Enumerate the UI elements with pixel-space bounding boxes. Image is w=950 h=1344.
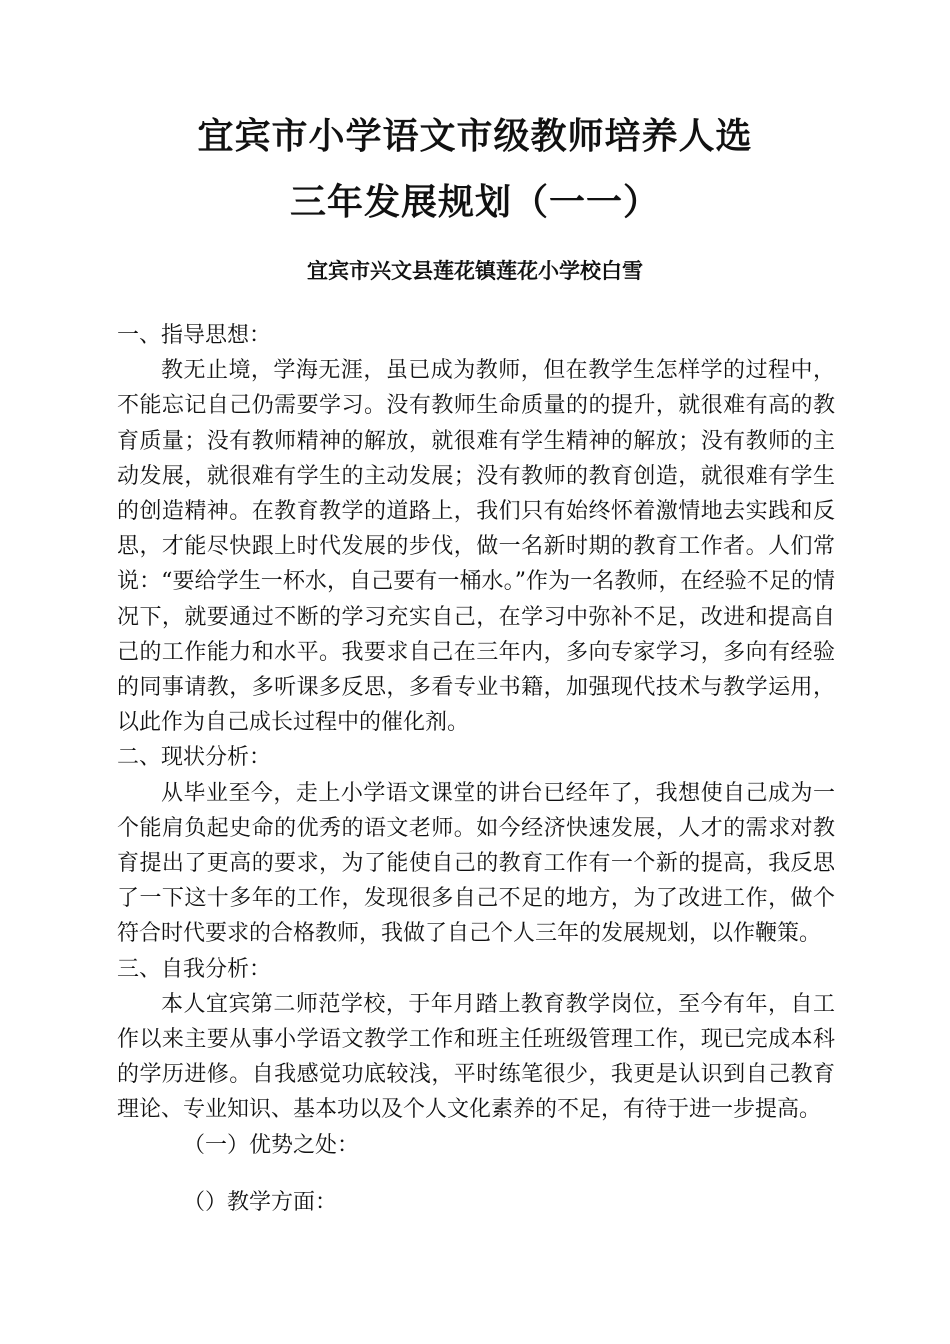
section-paragraph-self-analysis: 本人宜宾第二师范学校，于年月踏上教育教学岗位，至今有年，自工作以来主要从事小学语文教学工作和班主任班级管理工作，现已完成本科的学历进修。自我感觉功底较浅，平时练笔很少，我更是认识到自己教育理论、专业知识、基本功以及个人文化素养的不足，有待于进一步提高。	[117, 991, 835, 1123]
section-paragraph-guiding-thought: 教无止境，学海无涯，虽已成为教师，但在教学生怎样学的过程中，不能忘记自己仍需要学习。没有教师生命质量的的提升，就很难有高的教育质量；没有教师精神的解放，就很难有学生精神的解放；没有教师的主动发展，就很难有学生的主动发展；没有教师的教育创造，就很难有学生的创造精神。在教育教学的道路上，我们只有始终怀着激情地去实践和反思，才能尽快跟上时代发展的步伐，做一名新时期的教育工作者。人们常说：“要给学生一杯水，自己要有一桶水。”作为一名教师，在经验不足的情况下，就要通过不断的学习充实自己，在学习中弥补不足，改进和提高自己的工作能力和水平。我要求自己在三年内，多向专家学习，多向有经验的同事请教，多听课多反思，多看专业书籍，加强现代技术与教学运用，以此作为自己成长过程中的催化剂。	[117, 358, 835, 736]
subheading-strengths: （一）优势之处：	[183, 1132, 360, 1158]
section-heading-current-analysis: 二、现状分析：	[117, 745, 272, 771]
document-body	[117, 318, 835, 1220]
document-title-line1: 宜宾市小学语文市级教师培养人选	[197, 116, 753, 157]
author-line: 宜宾市兴文县莲花镇莲花小学校白雪	[307, 259, 643, 283]
section-heading-self-analysis: 三、自我分析：	[117, 956, 272, 982]
section-paragraph-current-analysis: 从毕业至今，走上小学语文课堂的讲台已经年了，我想使自己成为一个能肩负起史命的优秀的语文老师。如今经济快速发展，人才的需求对教育提出了更高的要求，为了能使自己的教育工作有一个新的提高，我反思了一下这十多年的工作，发现很多自己不足的地方，为了改进工作，做个符合时代要求的合格教师，我做了自己个人三年的发展规划，以作鞭策。	[117, 780, 835, 947]
document-title-line2: 三年发展规划（一一）	[289, 182, 660, 223]
subheading-teaching: （）教学方面：	[183, 1189, 338, 1215]
section-heading-guiding-thought: 一、指导思想：	[117, 323, 272, 348]
